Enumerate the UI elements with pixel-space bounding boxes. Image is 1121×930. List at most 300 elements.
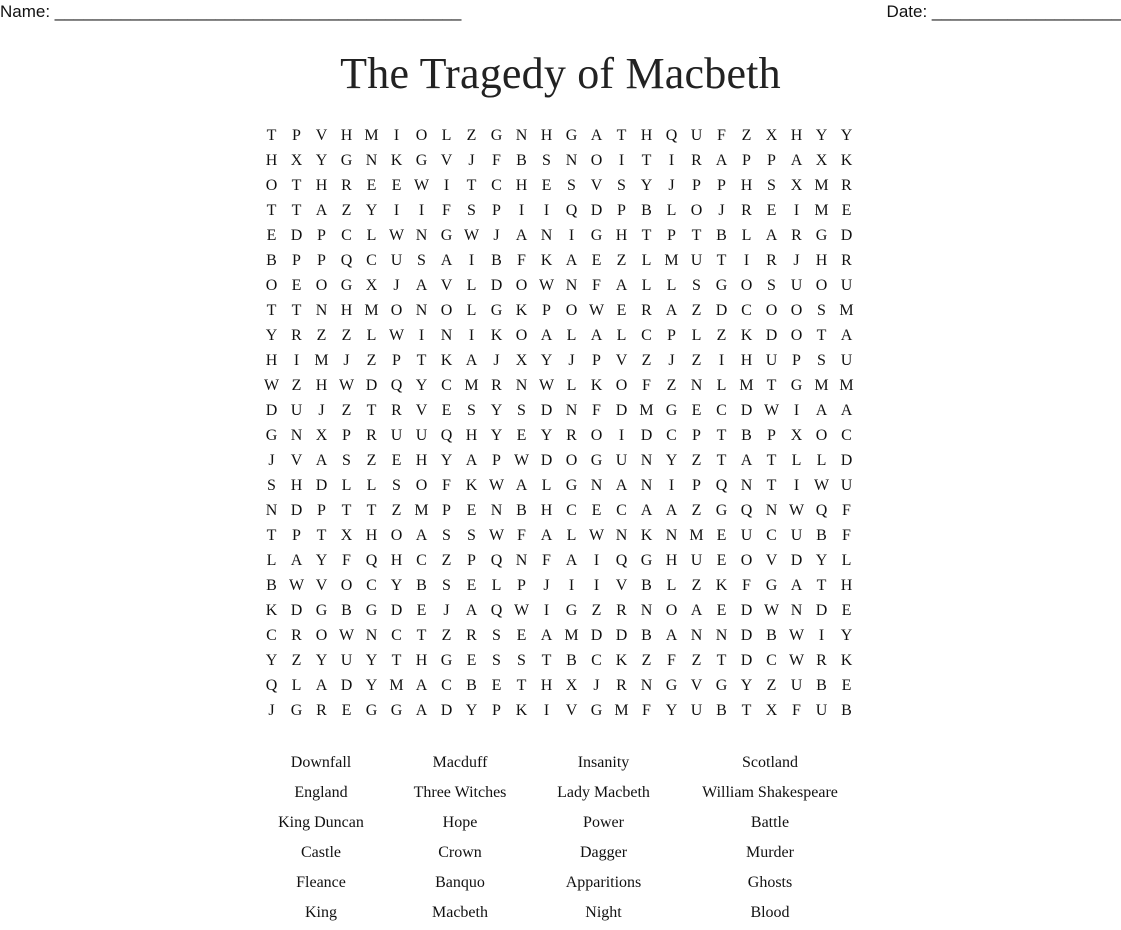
grid-letter: G xyxy=(490,127,503,144)
grid-letter: G xyxy=(490,302,503,319)
grid-letter: D xyxy=(540,452,553,469)
grid-letter: P xyxy=(742,152,751,169)
grid-letter: W xyxy=(513,602,530,619)
grid-letter: A xyxy=(765,227,778,244)
grid-letter: A xyxy=(840,327,853,344)
grid-letter: N xyxy=(590,477,603,494)
grid-letter: A xyxy=(715,152,728,169)
grid-letter: N xyxy=(640,477,653,494)
grid-letter: P xyxy=(292,127,301,144)
grid-letter: D xyxy=(740,652,753,669)
grid-letter: Z xyxy=(341,202,352,219)
grid-letter: P xyxy=(767,152,776,169)
grid-letter: R xyxy=(616,602,627,619)
grid-letter: G xyxy=(415,152,428,169)
grid-letter: Y xyxy=(365,652,378,669)
grid-letter: N xyxy=(690,377,703,394)
grid-letter: T xyxy=(516,677,527,694)
grid-letter: W xyxy=(763,602,780,619)
grid-letter: T xyxy=(266,527,277,544)
grid-letter: H xyxy=(415,452,428,469)
grid-letter: X xyxy=(765,127,778,144)
grid-letter: K xyxy=(465,477,478,494)
grid-letter: S xyxy=(467,527,476,544)
grid-letter: K xyxy=(840,152,853,169)
grid-letter: C xyxy=(441,677,452,694)
grid-letter: G xyxy=(590,702,603,719)
grid-letter: B xyxy=(816,677,827,694)
grid-letter: X xyxy=(315,427,328,444)
word-bank-item: Power xyxy=(583,814,624,831)
grid-letter: S xyxy=(567,177,576,194)
grid-letter: S xyxy=(467,402,476,419)
grid-letter: Z xyxy=(766,677,777,694)
grid-letter: D xyxy=(715,302,728,319)
grid-letter: F xyxy=(592,402,601,419)
grid-letter: A xyxy=(665,627,678,644)
grid-letter: M xyxy=(414,502,429,519)
word-bank-item: England xyxy=(294,784,348,801)
grid-letter: L xyxy=(641,252,652,269)
grid-letter: I xyxy=(718,352,725,369)
grid-row xyxy=(259,323,859,348)
grid-letter: N xyxy=(665,527,678,544)
grid-letter: A xyxy=(315,202,328,219)
grid-letter: P xyxy=(667,327,676,344)
grid-letter: B xyxy=(516,502,527,519)
grid-letter: G xyxy=(590,452,603,469)
grid-letter: T xyxy=(716,652,727,669)
grid-letter: I xyxy=(568,227,575,244)
grid-letter: U xyxy=(815,702,828,719)
grid-letter: D xyxy=(590,627,603,644)
grid-letter: O xyxy=(390,302,403,319)
grid-letter: H xyxy=(265,152,278,169)
grid-letter: L xyxy=(366,477,377,494)
grid-row xyxy=(259,198,859,223)
grid-letter: Z xyxy=(691,452,702,469)
grid-letter: C xyxy=(591,652,602,669)
grid-letter: D xyxy=(740,602,753,619)
grid-letter: W xyxy=(538,277,555,294)
grid-letter: C xyxy=(491,177,502,194)
grid-letter: C xyxy=(266,627,277,644)
grid-letter: K xyxy=(265,602,278,619)
grid-letter: X xyxy=(765,702,778,719)
grid-letter: P xyxy=(692,177,701,194)
grid-letter: H xyxy=(290,477,303,494)
grid-letter: E xyxy=(541,177,552,194)
grid-letter: I xyxy=(518,202,525,219)
grid-letter: M xyxy=(364,127,379,144)
grid-row xyxy=(259,498,859,523)
grid-letter: O xyxy=(515,277,528,294)
grid-letter: D xyxy=(640,427,653,444)
grid-letter: T xyxy=(541,652,552,669)
grid-letter: H xyxy=(790,127,803,144)
grid-letter: I xyxy=(568,577,575,594)
grid-letter: U xyxy=(740,527,753,544)
grid-letter: N xyxy=(640,602,653,619)
grid-letter: M xyxy=(364,302,379,319)
grid-letter: O xyxy=(515,327,528,344)
grid-letter: P xyxy=(492,702,501,719)
grid-letter: I xyxy=(618,427,625,444)
grid-letter: Z xyxy=(691,352,702,369)
grid-letter: F xyxy=(642,377,651,394)
grid-letter: W xyxy=(763,402,780,419)
grid-letter: L xyxy=(816,452,827,469)
grid-letter: C xyxy=(366,577,377,594)
grid-letter: N xyxy=(740,477,753,494)
word-bank-item: Macbeth xyxy=(432,904,488,921)
grid-letter: L xyxy=(741,227,752,244)
grid-letter: L xyxy=(666,277,677,294)
grid-letter: A xyxy=(540,527,553,544)
grid-letter: Y xyxy=(540,352,553,369)
grid-letter: A xyxy=(540,327,553,344)
grid-letter: C xyxy=(416,552,427,569)
grid-letter: O xyxy=(790,327,803,344)
grid-letter: U xyxy=(790,527,803,544)
grid-letter: B xyxy=(341,602,352,619)
grid-letter: Q xyxy=(440,427,453,444)
grid-letter: A xyxy=(315,452,328,469)
grid-letter: X xyxy=(565,677,578,694)
word-bank-item: Castle xyxy=(301,844,341,861)
grid-letter: R xyxy=(641,302,652,319)
word-bank-item: Hope xyxy=(442,814,478,831)
grid-letter: Z xyxy=(341,327,352,344)
word-bank-item: Night xyxy=(585,904,622,921)
grid-letter: G xyxy=(565,127,578,144)
grid-row xyxy=(259,548,859,573)
grid-letter: L xyxy=(666,202,677,219)
grid-letter: J xyxy=(493,227,500,244)
grid-letter: T xyxy=(341,502,352,519)
grid-letter: J xyxy=(593,677,600,694)
grid-letter: Z xyxy=(691,652,702,669)
grid-letter: O xyxy=(765,302,778,319)
grid-letter: K xyxy=(740,327,753,344)
grid-letter: D xyxy=(390,602,403,619)
grid-letter: G xyxy=(315,602,328,619)
grid-letter: D xyxy=(290,502,303,519)
grid-letter: L xyxy=(266,552,277,569)
grid-letter: Y xyxy=(365,202,378,219)
grid-letter: E xyxy=(516,427,527,444)
grid-letter: Y xyxy=(665,702,678,719)
grid-letter: P xyxy=(692,427,701,444)
grid-letter: A xyxy=(815,402,828,419)
grid-letter: D xyxy=(740,402,753,419)
word-bank-item: Banquo xyxy=(435,874,485,891)
grid-letter: B xyxy=(716,227,727,244)
grid-letter: V xyxy=(615,352,628,369)
grid-letter: S xyxy=(442,527,451,544)
grid-letter: G xyxy=(365,602,378,619)
grid-letter: M xyxy=(389,677,404,694)
grid-letter: N xyxy=(365,627,378,644)
grid-letter: T xyxy=(266,302,277,319)
grid-letter: O xyxy=(415,127,428,144)
grid-letter: I xyxy=(743,252,750,269)
grid-letter: V xyxy=(765,552,778,569)
grid-letter: B xyxy=(641,627,652,644)
grid-letter: Z xyxy=(466,127,477,144)
grid-row xyxy=(259,423,859,448)
grid-letter: K xyxy=(840,652,853,669)
grid-row xyxy=(259,173,859,198)
grid-letter: I xyxy=(393,127,400,144)
grid-letter: Z xyxy=(641,352,652,369)
grid-letter: N xyxy=(765,502,778,519)
grid-letter: J xyxy=(793,252,800,269)
grid-letter: T xyxy=(816,577,827,594)
grid-letter: N xyxy=(565,152,578,169)
grid-letter: F xyxy=(342,552,351,569)
grid-letter: T xyxy=(291,177,302,194)
grid-letter: C xyxy=(766,652,777,669)
grid-letter: B xyxy=(716,702,727,719)
grid-letter: W xyxy=(813,477,830,494)
grid-letter: O xyxy=(740,552,753,569)
page-title: The Tragedy of Macbeth xyxy=(340,49,781,98)
grid-letter: W xyxy=(288,577,305,594)
grid-letter: S xyxy=(767,277,776,294)
grid-letter: P xyxy=(292,252,301,269)
grid-letter: R xyxy=(841,177,852,194)
grid-letter: U xyxy=(615,452,628,469)
grid-letter: Z xyxy=(641,652,652,669)
grid-letter: O xyxy=(665,602,678,619)
grid-letter: E xyxy=(466,577,477,594)
grid-letter: L xyxy=(466,277,477,294)
grid-letter: U xyxy=(840,477,853,494)
grid-letter: P xyxy=(592,352,601,369)
grid-letter: W xyxy=(588,302,605,319)
grid-letter: U xyxy=(690,127,703,144)
name-field-line: Name: ___________________________________________ xyxy=(0,2,462,21)
grid-letter: I xyxy=(793,477,800,494)
grid-letter: V xyxy=(615,577,628,594)
grid-row xyxy=(259,298,859,323)
grid-letter: H xyxy=(390,552,403,569)
grid-letter: Z xyxy=(741,127,752,144)
grid-letter: I xyxy=(418,327,425,344)
grid-row xyxy=(259,448,859,473)
grid-letter: I xyxy=(418,202,425,219)
grid-letter: X xyxy=(790,177,803,194)
grid-letter: K xyxy=(490,327,503,344)
grid-letter: E xyxy=(591,502,602,519)
grid-row xyxy=(259,373,859,398)
grid-letter: W xyxy=(413,177,430,194)
grid-letter: R xyxy=(766,252,777,269)
grid-letter: G xyxy=(440,652,453,669)
word-bank-item: Fleance xyxy=(296,874,346,891)
grid-letter: U xyxy=(690,252,703,269)
grid-letter: N xyxy=(415,302,428,319)
grid-letter: Z xyxy=(666,377,677,394)
grid-letter: Y xyxy=(490,427,503,444)
grid-letter: V xyxy=(690,677,703,694)
grid-letter: T xyxy=(716,252,727,269)
grid-letter: V xyxy=(565,702,578,719)
grid-letter: A xyxy=(665,502,678,519)
grid-letter: T xyxy=(616,127,627,144)
grid-letter: N xyxy=(690,627,703,644)
grid-letter: M xyxy=(614,702,629,719)
grid-letter: I xyxy=(793,202,800,219)
grid-letter: P xyxy=(767,427,776,444)
grid-letter: D xyxy=(840,452,853,469)
grid-letter: L xyxy=(491,577,502,594)
grid-letter: S xyxy=(467,202,476,219)
grid-letter: I xyxy=(293,352,300,369)
grid-letter: J xyxy=(268,702,275,719)
grid-letter: H xyxy=(515,177,528,194)
grid-letter: W xyxy=(388,227,405,244)
grid-letter: C xyxy=(766,527,777,544)
grid-letter: W xyxy=(588,527,605,544)
grid-letter: B xyxy=(266,252,277,269)
grid-letter: C xyxy=(716,402,727,419)
grid-letter: A xyxy=(690,602,703,619)
grid-letter: V xyxy=(315,127,328,144)
grid-letter: S xyxy=(492,652,501,669)
grid-letter: X xyxy=(790,427,803,444)
grid-letter: E xyxy=(841,202,852,219)
grid-letter: C xyxy=(366,252,377,269)
grid-letter: H xyxy=(540,502,553,519)
grid-letter: P xyxy=(292,527,301,544)
grid-letter: O xyxy=(265,277,278,294)
word-bank-item: Lady Macbeth xyxy=(557,784,650,801)
grid-letter: K xyxy=(515,702,528,719)
grid-letter: S xyxy=(417,252,426,269)
grid-letter: E xyxy=(441,402,452,419)
grid-letter: N xyxy=(615,527,628,544)
grid-letter: H xyxy=(465,427,478,444)
grid-letter: T xyxy=(366,502,377,519)
grid-letter: Q xyxy=(615,552,628,569)
grid-letter: I xyxy=(543,602,550,619)
grid-letter: Y xyxy=(315,152,328,169)
grid-letter: K xyxy=(615,652,628,669)
grid-letter: W xyxy=(788,502,805,519)
grid-letter: E xyxy=(841,677,852,694)
grid-row xyxy=(259,223,859,248)
grid-letter: T xyxy=(641,152,652,169)
grid-letter: Z xyxy=(441,552,452,569)
grid-letter: U xyxy=(840,352,853,369)
grid-letter: L xyxy=(666,577,677,594)
grid-letter: R xyxy=(316,702,327,719)
grid-letter: Z xyxy=(316,327,327,344)
grid-letter: M xyxy=(664,252,679,269)
grid-letter: L xyxy=(366,327,377,344)
grid-row xyxy=(259,573,859,598)
grid-letter: J xyxy=(468,152,475,169)
grid-letter: O xyxy=(340,577,353,594)
grid-letter: D xyxy=(740,627,753,644)
grid-letter: B xyxy=(766,627,777,644)
grid-letter: F xyxy=(442,477,451,494)
grid-letter: E xyxy=(841,602,852,619)
grid-letter: P xyxy=(392,352,401,369)
grid-letter: T xyxy=(691,227,702,244)
grid-letter: B xyxy=(266,577,277,594)
grid-letter: M xyxy=(814,202,829,219)
grid-letter: N xyxy=(490,502,503,519)
grid-letter: T xyxy=(816,327,827,344)
grid-letter: Z xyxy=(341,402,352,419)
grid-letter: M xyxy=(739,377,754,394)
grid-letter: A xyxy=(515,227,528,244)
grid-letter: A xyxy=(840,402,853,419)
grid-letter: O xyxy=(815,277,828,294)
grid-letter: P xyxy=(492,452,501,469)
grid-letter: N xyxy=(640,452,653,469)
grid-letter: H xyxy=(540,127,553,144)
grid-letter: C xyxy=(391,627,402,644)
grid-letter: G xyxy=(665,677,678,694)
date-field-line: Date: ____________________ xyxy=(886,2,1121,21)
grid-letter: V xyxy=(440,152,453,169)
grid-letter: Y xyxy=(315,552,328,569)
grid-letter: C xyxy=(441,377,452,394)
grid-letter: D xyxy=(840,227,853,244)
grid-letter: T xyxy=(466,177,477,194)
grid-letter: D xyxy=(440,702,453,719)
word-search-grid xyxy=(259,123,859,723)
grid-letter: L xyxy=(291,677,302,694)
grid-letter: N xyxy=(515,127,528,144)
word-bank-item: King Duncan xyxy=(278,814,364,831)
grid-letter: S xyxy=(392,477,401,494)
grid-letter: P xyxy=(317,252,326,269)
grid-letter: A xyxy=(615,277,628,294)
grid-letter: F xyxy=(592,277,601,294)
grid-letter: J xyxy=(668,177,675,194)
grid-letter: N xyxy=(515,552,528,569)
grid-letter: Q xyxy=(390,377,403,394)
grid-letter: R xyxy=(341,177,352,194)
grid-letter: I xyxy=(668,152,675,169)
word-bank-item: Three Witches xyxy=(413,784,507,801)
grid-letter: G xyxy=(715,277,728,294)
grid-letter: T xyxy=(641,227,652,244)
grid-letter: I xyxy=(618,152,625,169)
grid-letter: A xyxy=(615,477,628,494)
grid-letter: P xyxy=(467,552,476,569)
grid-letter: E xyxy=(341,702,352,719)
grid-letter: H xyxy=(665,552,678,569)
grid-letter: Y xyxy=(490,402,503,419)
grid-letter: R xyxy=(291,327,302,344)
grid-letter: H xyxy=(340,302,353,319)
grid-letter: Y xyxy=(540,427,553,444)
grid-letter: R xyxy=(791,227,802,244)
grid-letter: H xyxy=(740,352,753,369)
grid-letter: A xyxy=(415,277,428,294)
grid-letter: D xyxy=(315,477,328,494)
grid-letter: G xyxy=(640,552,653,569)
grid-letter: E xyxy=(716,527,727,544)
grid-letter: O xyxy=(740,277,753,294)
grid-letter: O xyxy=(590,152,603,169)
